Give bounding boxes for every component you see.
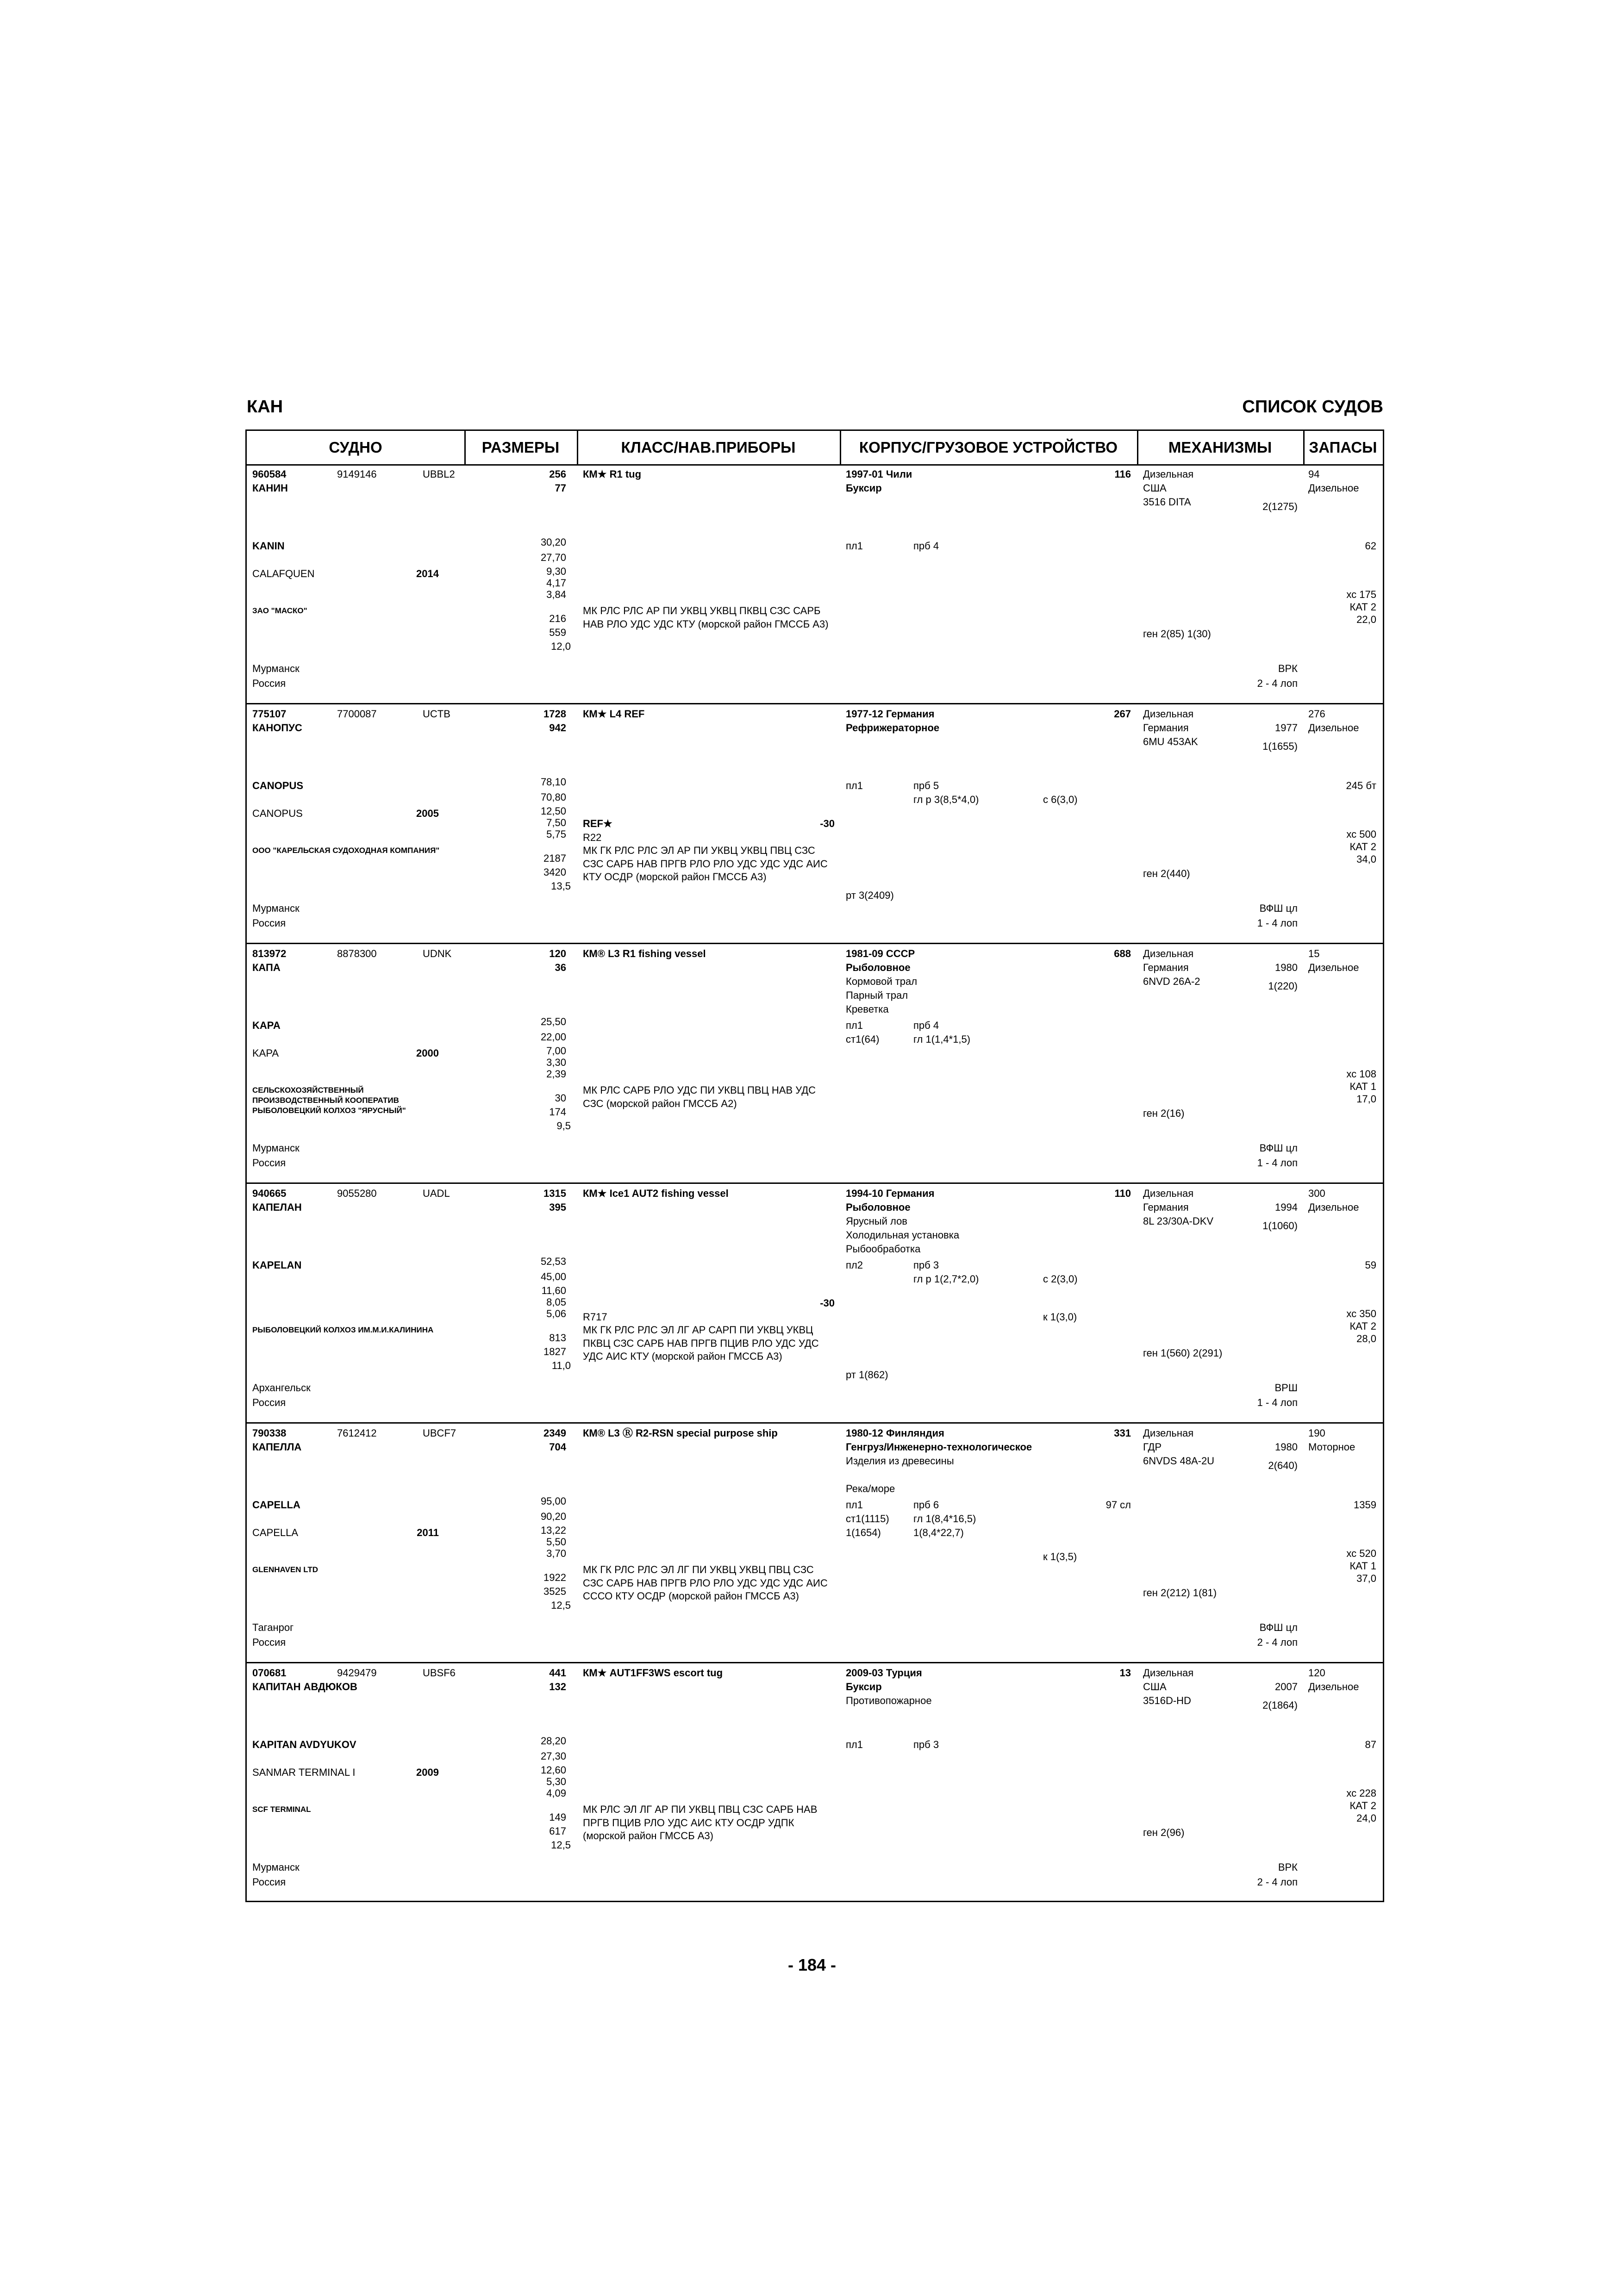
blades: 1 - 4 лоп — [1257, 1397, 1298, 1408]
hull-note-right: к 1(3,5) — [1043, 1551, 1077, 1562]
class-notation: КМ★ R1 tug — [583, 468, 642, 480]
engine-type: Дизельная — [1143, 708, 1194, 720]
supply-value: Дизельное — [1308, 962, 1359, 973]
dimension-value: 174 — [549, 1106, 566, 1118]
dimension-value: 559 — [549, 627, 566, 638]
dimension-value: 3,84 — [546, 589, 566, 600]
class-code: R22 — [583, 832, 602, 843]
engine-country: США — [1143, 1681, 1167, 1692]
hull-item: 1(1654) — [846, 1527, 881, 1538]
net-tonnage: 704 — [549, 1441, 566, 1453]
dimension-value: 11,0 — [551, 1360, 571, 1371]
hull-item: с 6(3,0) — [1043, 794, 1078, 805]
type-detail: Река/море — [846, 1483, 895, 1494]
blades: 2 - 4 лоп — [1257, 1876, 1298, 1888]
gross-tonnage: 441 — [549, 1667, 566, 1679]
engine-type: Дизельная — [1143, 1427, 1194, 1439]
former-name: CALAFQUEN — [252, 568, 315, 579]
hull-item: ст1(64) — [846, 1033, 880, 1045]
hull-item: прб 3 — [913, 1259, 939, 1271]
hull-note: рт 1(862) — [846, 1369, 888, 1381]
ship-name-latin: KAPA — [252, 1020, 281, 1031]
ship-name-latin: KAPITAN AVDYUKOV — [252, 1739, 356, 1750]
blades: 1 - 4 лоп — [1257, 917, 1298, 929]
supply-value: 59 — [1365, 1259, 1376, 1271]
ship-type: Буксир — [846, 482, 882, 494]
build-year-country: 1997-01 Чили — [846, 468, 912, 480]
navigation-equipment: МК РЛС САРБ РЛО УДС ПИ УКВЦ ПВЦ НАВ УДС СЗС (морской район ГМССБ А2) — [583, 1084, 816, 1109]
class-notation: КМ® L3 R1 fishing vessel — [583, 948, 706, 959]
owner: СЕЛЬСКОХОЗЯЙСТВЕННЫЙ ПРОИЗВОДСТВЕННЫЙ КООПЕРАТИВ РЫБОЛОВЕЦКИЙ КОЛХОЗ "ЯРУСНЫЙ" — [252, 1086, 406, 1115]
row-divider — [247, 1422, 1383, 1424]
ship-name-latin: CAPELLA — [252, 1499, 300, 1511]
home-port: Архангельск — [252, 1382, 311, 1394]
flag: Россия — [252, 1876, 286, 1888]
call-sign: UDNK — [423, 948, 452, 959]
hull-item: пл1 — [846, 1739, 863, 1750]
class-notation: КМ★ L4 REF — [583, 708, 645, 720]
dimension-value: 3420 — [543, 866, 566, 878]
type-detail: Ярусный лов — [846, 1215, 907, 1227]
dimension-value: 13,5 — [551, 880, 571, 892]
supply-value: 22,0 — [1356, 614, 1376, 625]
hull-item: прб 4 — [913, 540, 939, 552]
dimension-value: 25,50 — [540, 1016, 566, 1027]
build-year-country: 1994-10 Германия — [846, 1188, 935, 1199]
former-name-year: 2011 — [417, 1527, 439, 1538]
dimension-value: 4,17 — [546, 577, 566, 589]
type-detail: Противопожарное — [846, 1695, 932, 1706]
engine-power: 2(1275) — [1262, 501, 1298, 512]
dimension-value: 1827 — [543, 1346, 566, 1357]
engine-power: 2(1864) — [1262, 1699, 1298, 1711]
row-divider — [247, 1182, 1383, 1184]
blades: 2 - 4 лоп — [1257, 1636, 1298, 1648]
gross-tonnage: 1315 — [543, 1188, 566, 1199]
hull-item: прб 5 — [913, 780, 939, 791]
class-extra-value: -30 — [820, 818, 835, 829]
dimension-value: 11,60 — [541, 1285, 566, 1296]
hull-item: 97 сл — [1106, 1499, 1131, 1511]
ship-name: КАНИН — [252, 482, 288, 494]
engine-country: Германия — [1143, 1201, 1189, 1213]
supply-value: 245 бт — [1346, 780, 1376, 791]
supply-value: 190 — [1308, 1427, 1325, 1439]
engine-model: 6NVD 26A-2 — [1143, 976, 1200, 987]
engine-country: США — [1143, 482, 1167, 494]
engine-year: 1994 — [1275, 1201, 1298, 1213]
type-detail: Кормовой трал — [846, 976, 918, 987]
build-year-country: 1977-12 Германия — [846, 708, 935, 720]
navigation-equipment: МК ГК РЛС РЛС ЭЛ АР ПИ УКВЦ УКВЦ ПВЦ СЗС СЗС САРБ НАВ ПРГВ РЛО РЛО УДС УДС УДС АИС КТУ ОСДР (морской район ГМССБ А3) — [583, 845, 828, 883]
owner: РЫБОЛОВЕЦКИЙ КОЛХОЗ ИМ.М.И.КАЛИНИНА — [252, 1325, 434, 1334]
dimension-value: 617 — [549, 1825, 566, 1837]
column-header-ship: СУДНО — [247, 431, 464, 466]
engine-power: 2(640) — [1268, 1460, 1298, 1471]
supply-value: 276 — [1308, 708, 1325, 720]
class-code: R717 — [583, 1311, 607, 1323]
engine-country: Германия — [1143, 962, 1189, 973]
engine-year: 1980 — [1275, 1441, 1298, 1453]
hull-item: прб 4 — [913, 1020, 939, 1031]
supply-value: 37,0 — [1356, 1573, 1376, 1584]
engine-power: 1(1060) — [1262, 1220, 1298, 1232]
supply-value: 300 — [1308, 1188, 1325, 1199]
class-notation: КМ® L3 Ⓡ R2-RSN special purpose ship — [583, 1427, 778, 1439]
home-port: Мурманск — [252, 663, 300, 674]
call-sign: UADL — [423, 1188, 450, 1199]
ship-name-latin: KANIN — [252, 540, 285, 552]
former-name: KAPA — [252, 1047, 279, 1059]
hull-item: гл р 1(2,7*2,0) — [913, 1273, 979, 1285]
dimension-value: 12,5 — [551, 1599, 571, 1611]
owner: SCF TERMINAL — [252, 1805, 311, 1814]
supply-value: КАТ 2 — [1349, 1800, 1376, 1811]
dimension-value: 22,00 — [540, 1031, 566, 1043]
gt-value: 267 — [1114, 708, 1131, 720]
hull-item: прб 6 — [913, 1499, 939, 1511]
imo-number: 7612412 — [337, 1427, 377, 1439]
propeller: ВРШ — [1274, 1382, 1298, 1394]
net-tonnage: 36 — [555, 962, 566, 973]
supply-value: хс 520 — [1346, 1548, 1376, 1559]
ship-type: Генгруз/Инженерно-технологическое — [846, 1441, 1032, 1453]
gross-tonnage: 256 — [549, 468, 566, 480]
supply-value: 24,0 — [1356, 1812, 1376, 1824]
hull-item: пл1 — [846, 540, 863, 552]
engine-country: ГДР — [1143, 1441, 1162, 1453]
dimension-value: 9,30 — [546, 566, 566, 577]
dimension-value: 2,39 — [546, 1068, 566, 1080]
column-divider — [577, 431, 578, 464]
supply-value: хс 500 — [1346, 828, 1376, 840]
hull-item: пл1 — [846, 780, 863, 791]
home-port: Таганрог — [252, 1622, 294, 1633]
engine-power: 1(1655) — [1262, 740, 1298, 752]
supply-value: Дизельное — [1308, 1681, 1359, 1692]
supply-value: 28,0 — [1356, 1333, 1376, 1344]
ship-name: КАПА — [252, 962, 281, 973]
supply-value: хс 108 — [1346, 1068, 1376, 1080]
former-name: CAPELLA — [252, 1527, 299, 1538]
row-divider — [247, 703, 1383, 704]
dimension-value: 7,50 — [546, 817, 566, 828]
supply-value: 62 — [1365, 540, 1376, 552]
dimension-value: 8,05 — [546, 1296, 566, 1308]
column-header-supplies: ЗАПАСЫ — [1303, 431, 1383, 466]
type-detail: Парный трал — [846, 989, 908, 1001]
build-year-country: 1981-09 СССР — [846, 948, 915, 959]
dimension-value: 12,50 — [540, 805, 566, 817]
hull-item: гл 1(1,4*1,5) — [913, 1033, 971, 1045]
imo-number: 9055280 — [337, 1188, 377, 1199]
call-sign: UBCF7 — [423, 1427, 456, 1439]
call-sign: UBBL2 — [423, 468, 455, 480]
ship-name: КАНОПУС — [252, 722, 302, 734]
hull-item: 1(8,4*22,7) — [913, 1527, 964, 1538]
column-divider — [840, 431, 841, 464]
supply-value: хс 350 — [1346, 1308, 1376, 1319]
dimension-value: 5,50 — [546, 1536, 566, 1548]
propeller: ВРК — [1278, 663, 1298, 674]
reg-number: 960584 — [252, 468, 287, 480]
supply-value: хс 228 — [1346, 1787, 1376, 1799]
dimension-value: 12,5 — [551, 1839, 571, 1851]
imo-number: 7700087 — [337, 708, 377, 720]
former-name-year: 2005 — [416, 808, 439, 819]
supply-value: 34,0 — [1356, 853, 1376, 865]
hull-note-right: к 1(3,0) — [1043, 1311, 1077, 1323]
dimension-value: 4,09 — [546, 1787, 566, 1799]
propeller: ВФШ цл — [1259, 1142, 1298, 1154]
dimension-value: 30 — [555, 1092, 566, 1104]
dimension-value: 27,30 — [540, 1750, 566, 1762]
navigation-equipment: МК ГК РЛС РЛС ЭЛ ЛГ АР САРП ПИ УКВЦ УКВЦ ПКВЦ СЗС САРБ НАВ ПРГВ ПЦИВ РЛО УДС УДС УДС АИС КТУ (морской район ГМССБ А3) — [583, 1324, 819, 1363]
supply-value: 17,0 — [1356, 1093, 1376, 1105]
engine-year: 1977 — [1275, 722, 1298, 734]
supply-value: КАТ 2 — [1349, 841, 1376, 852]
row-divider — [247, 1662, 1383, 1663]
reg-number: 940665 — [252, 1188, 287, 1199]
navigation-equipment: МК РЛС РЛС АР ПИ УКВЦ УКВЦ ПКВЦ СЗС САРБ НАВ РЛО УДС УДС КТУ (морской район ГМССБ А3) — [583, 605, 829, 630]
call-sign: UCTB — [423, 708, 450, 720]
dimension-value: 28,20 — [540, 1735, 566, 1747]
hull-note: рт 3(2409) — [846, 890, 894, 901]
navigation-equipment: МК РЛС ЭЛ ЛГ АР ПИ УКВЦ ПВЦ СЗС САРБ НАВ ПРГВ ПЦИВ РЛО УДС АИС КТУ ОСДР УДПК (морской район ГМССБ А3) — [583, 1804, 818, 1842]
propeller: ВФШ цл — [1259, 1622, 1298, 1633]
home-port: Мурманск — [252, 1142, 300, 1154]
imo-number: 9429479 — [337, 1667, 377, 1679]
dimension-value: 27,70 — [540, 552, 566, 563]
blades: 1 - 4 лоп — [1257, 1157, 1298, 1169]
dimension-value: 45,00 — [540, 1271, 566, 1282]
ship-name: КАПИТАН АВДЮКОВ — [252, 1681, 357, 1692]
engine-country: Германия — [1143, 722, 1189, 734]
dimension-value: 90,20 — [540, 1511, 566, 1522]
column-divider — [464, 431, 466, 464]
call-sign: UBSF6 — [423, 1667, 456, 1679]
supply-value: 87 — [1365, 1739, 1376, 1750]
generators: ген 1(560) 2(291) — [1143, 1347, 1223, 1359]
engine-type: Дизельная — [1143, 948, 1194, 959]
class-extra-value: -30 — [820, 1297, 835, 1309]
generators: ген 2(85) 1(30) — [1143, 628, 1211, 640]
engine-model: 6NVDS 48A-2U — [1143, 1455, 1215, 1467]
generators: ген 2(212) 1(81) — [1143, 1587, 1217, 1599]
reg-number: 070681 — [252, 1667, 287, 1679]
imo-number: 8878300 — [337, 948, 377, 959]
gt-value: 110 — [1114, 1188, 1131, 1199]
dimension-value: 52,53 — [540, 1256, 566, 1267]
supply-value: Дизельное — [1308, 1201, 1359, 1213]
page-number: - 184 - — [787, 1955, 837, 1974]
gt-value: 331 — [1114, 1427, 1131, 1439]
generators: ген 2(96) — [1143, 1827, 1185, 1838]
page-header-right: СПИСОК СУДОВ — [1242, 397, 1383, 417]
gt-value: 13 — [1119, 1667, 1131, 1679]
dimension-value: 12,0 — [551, 641, 571, 652]
imo-number: 9149146 — [337, 468, 377, 480]
ship-name: КАПЕЛАН — [252, 1201, 302, 1213]
dimension-value: 3,70 — [546, 1548, 566, 1559]
dimension-value: 813 — [549, 1332, 566, 1344]
dimension-value: 30,20 — [540, 536, 566, 548]
dimension-value: 3525 — [543, 1586, 566, 1597]
net-tonnage: 942 — [549, 722, 566, 734]
owner: ЗАО "МАСКО" — [252, 606, 307, 615]
build-year-country: 2009-03 Турция — [846, 1667, 922, 1679]
home-port: Мурманск — [252, 902, 300, 914]
ship-name-latin: KAPELAN — [252, 1259, 302, 1271]
engine-model: 6MU 453AK — [1143, 736, 1198, 747]
type-detail: Креветка — [846, 1003, 889, 1015]
ship-name: КАПЕЛЛА — [252, 1441, 302, 1453]
type-detail: Изделия из древесины — [846, 1455, 954, 1467]
dimension-value: 2187 — [543, 852, 566, 864]
supply-value: Дизельное — [1308, 482, 1359, 494]
engine-model: 3516D-HD — [1143, 1695, 1191, 1706]
net-tonnage: 132 — [549, 1681, 566, 1692]
engine-type: Дизельная — [1143, 1188, 1194, 1199]
gt-value: 116 — [1114, 468, 1131, 480]
column-header-dimensions: РАЗМЕРЫ — [464, 431, 577, 466]
engine-type: Дизельная — [1143, 468, 1194, 480]
page-header-left: КАН — [247, 397, 283, 417]
dimension-value: 216 — [549, 613, 566, 624]
former-name: SANMAR TERMINAL I — [252, 1767, 356, 1778]
flag: Россия — [252, 1636, 286, 1648]
dimension-value: 5,06 — [546, 1308, 566, 1319]
former-name-year: 2000 — [416, 1047, 439, 1059]
build-year-country: 1980-12 Финляндия — [846, 1427, 944, 1439]
ship-type: Буксир — [846, 1681, 882, 1692]
propeller: ВФШ цл — [1259, 902, 1298, 914]
blades: 2 - 4 лоп — [1257, 678, 1298, 689]
generators: ген 2(16) — [1143, 1108, 1185, 1119]
supply-value: КАТ 2 — [1349, 1320, 1376, 1332]
net-tonnage: 395 — [549, 1201, 566, 1213]
supply-value: 94 — [1308, 468, 1320, 480]
ship-type: Рыболовное — [846, 962, 911, 973]
engine-power: 1(220) — [1268, 980, 1298, 992]
hull-item: прб 3 — [913, 1739, 939, 1750]
hull-item: с 2(3,0) — [1043, 1273, 1078, 1285]
ship-name-latin: CANOPUS — [252, 780, 304, 791]
hull-item: ст1(1115) — [846, 1513, 889, 1524]
home-port: Мурманск — [252, 1861, 300, 1873]
supply-value: 15 — [1308, 948, 1320, 959]
engine-year: 2007 — [1275, 1681, 1298, 1692]
navigation-equipment: МК ГК РЛС РЛС ЭЛ ЛГ ПИ УКВЦ УКВЦ ПВЦ СЗС СЗС САРБ НАВ ПРГВ РЛО РЛО УДС УДС УДС АИС СССО КТУ ОСДР (морской район ГМССБ А3) — [583, 1564, 828, 1602]
engine-year: 1980 — [1275, 962, 1298, 973]
engine-type: Дизельная — [1143, 1667, 1194, 1679]
supply-value: КАТ 1 — [1349, 1560, 1376, 1572]
former-name-year: 2009 — [416, 1767, 439, 1778]
gt-value: 688 — [1114, 948, 1131, 959]
column-header-class: КЛАСС/НАВ.ПРИБОРЫ — [577, 431, 840, 466]
supply-value: Моторное — [1308, 1441, 1355, 1453]
dimension-value: 5,30 — [546, 1776, 566, 1787]
dimension-value: 13,22 — [540, 1524, 566, 1536]
supply-value: Дизельное — [1308, 722, 1359, 734]
type-detail: Рыбообработка — [846, 1243, 921, 1255]
type-detail: Холодильная установка — [846, 1229, 960, 1241]
dimension-value: 12,60 — [540, 1764, 566, 1776]
hull-item: пл1 — [846, 1499, 863, 1511]
former-name: CANOPUS — [252, 808, 303, 819]
class-notation: КМ★ AUT1FF3WS escort tug — [583, 1667, 723, 1679]
flag: Россия — [252, 917, 286, 929]
gross-tonnage: 120 — [549, 948, 566, 959]
reg-number: 813972 — [252, 948, 287, 959]
dimension-value: 149 — [549, 1811, 566, 1823]
column-divider — [1137, 431, 1138, 464]
column-header-machinery: МЕХАНИЗМЫ — [1137, 431, 1303, 466]
flag: Россия — [252, 678, 286, 689]
gross-tonnage: 1728 — [543, 708, 566, 720]
engine-model: 8L 23/30A-DKV — [1143, 1215, 1214, 1227]
dimension-value: 9,5 — [556, 1120, 571, 1132]
class-notation: КМ★ Ice1 AUT2 fishing vessel — [583, 1188, 729, 1199]
supply-value: хс 175 — [1346, 589, 1376, 600]
supply-value: КАТ 2 — [1349, 601, 1376, 613]
generators: ген 2(440) — [1143, 868, 1190, 879]
hull-item: гл 1(8,4*16,5) — [913, 1513, 976, 1524]
ship-table — [245, 429, 1384, 1902]
owner: GLENHAVEN LTD — [252, 1565, 318, 1574]
net-tonnage: 77 — [555, 482, 566, 494]
reg-number: 775107 — [252, 708, 287, 720]
supply-value: 120 — [1308, 1667, 1325, 1679]
column-divider — [1303, 431, 1305, 464]
class-extra: REF★ — [583, 818, 612, 829]
flag: Россия — [252, 1397, 286, 1408]
reg-number: 790338 — [252, 1427, 287, 1439]
hull-item: пл1 — [846, 1020, 863, 1031]
dimension-value: 5,75 — [546, 828, 566, 840]
ship-type: Рыболовное — [846, 1201, 911, 1213]
flag: Россия — [252, 1157, 286, 1169]
supply-value: КАТ 1 — [1349, 1081, 1376, 1092]
propeller: ВРК — [1278, 1861, 1298, 1873]
dimension-value: 78,10 — [540, 776, 566, 788]
owner: ООО "КАРЕЛЬСКАЯ СУДОХОДНАЯ КОМПАНИЯ" — [252, 846, 440, 855]
hull-item: пл2 — [846, 1259, 863, 1271]
dimension-value: 1922 — [543, 1572, 566, 1583]
column-header-hull: КОРПУС/ГРУЗОВОЕ УСТРОЙСТВО — [840, 431, 1137, 466]
gross-tonnage: 2349 — [543, 1427, 566, 1439]
supply-value: 1359 — [1354, 1499, 1376, 1511]
hull-item: гл р 3(8,5*4,0) — [913, 794, 979, 805]
dimension-value: 70,80 — [540, 791, 566, 803]
ship-type: Рефрижераторное — [846, 722, 940, 734]
dimension-value: 95,00 — [540, 1495, 566, 1507]
former-name-year: 2014 — [416, 568, 439, 579]
dimension-value: 7,00 — [546, 1045, 566, 1057]
row-divider — [247, 943, 1383, 944]
engine-model: 3516 DITA — [1143, 496, 1191, 508]
dimension-value: 3,30 — [546, 1057, 566, 1068]
